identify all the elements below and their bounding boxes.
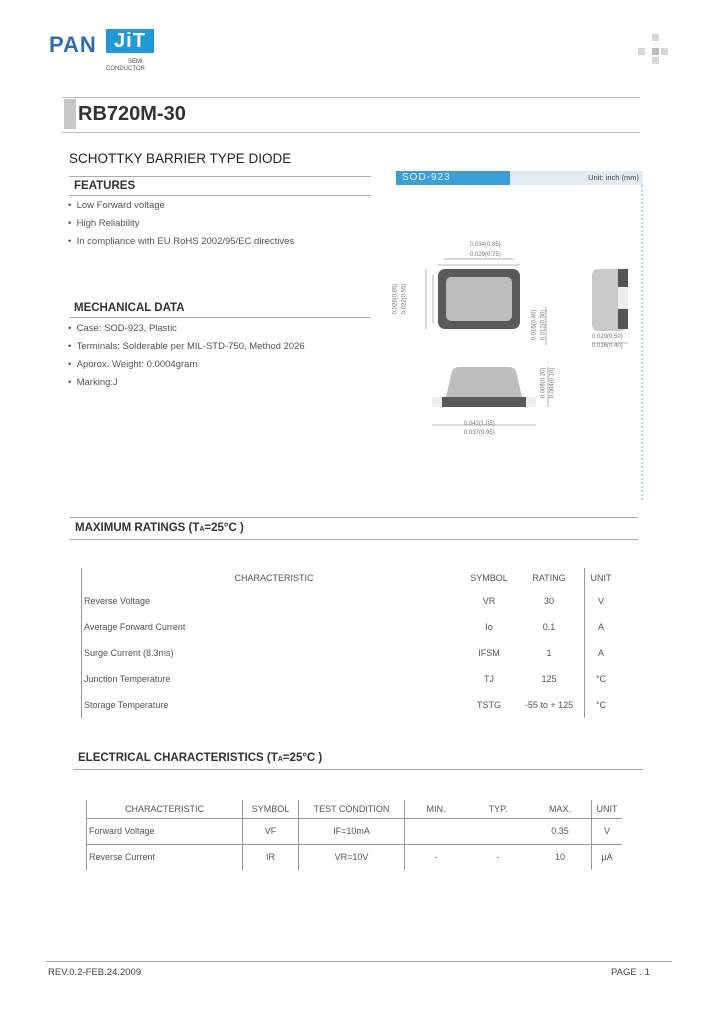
package-top-view-face (446, 277, 512, 321)
list-item: • Marking:J (68, 377, 118, 388)
device-subtitle: SCHOTTKY BARRIER TYPE DIODE (69, 151, 292, 166)
footer-rule (46, 961, 672, 962)
title-tab-marker (64, 99, 76, 129)
dim-bottom-1: 0.042(1.05) (464, 421, 495, 427)
features-heading: FEATURES (74, 180, 136, 192)
package-side-dotted-line (641, 185, 645, 500)
mechanical-list (68, 320, 368, 392)
max-ratings-bottom-rule (70, 539, 638, 540)
table-header-row (82, 568, 618, 588)
revision-text: REV.0.2-FEB.24.2009 (48, 967, 142, 978)
col-header-rating: RATING (532, 573, 566, 583)
electrical-rule (73, 769, 643, 770)
features-list (68, 197, 368, 251)
package-front-view-body (446, 367, 522, 397)
features-bottom-rule (69, 195, 371, 196)
table-row: Surge Current (8.3ms) IFSM 1 A (82, 640, 618, 666)
page-number: PAGE . 1 (611, 967, 650, 978)
table-row: Storage Temperature TSTG -55 to + 125 °C (82, 692, 618, 718)
dim-left-2: 0.022(0.55) (401, 283, 408, 315)
list-item: • High Reliability (68, 218, 140, 229)
col-header-symbol: SYMBOL (470, 573, 508, 583)
table-row: Reverse Current IR VR=10V - - 10 μA (87, 844, 623, 870)
dim-left-1: 0.026(0.65) (392, 283, 399, 315)
max-ratings-heading: MAXIMUM RATINGS (TA=25°C ) (75, 522, 244, 534)
package-name: SOD-923 (396, 171, 510, 185)
electrical-table (86, 800, 622, 870)
logo-jit-badge: JiT (106, 29, 154, 53)
list-item: • Low Forward voltage (68, 200, 165, 211)
list-item: • Aporox. Weight: 0.0004gram (68, 359, 198, 370)
dim-vert-1: 0.016(0.40) (531, 309, 538, 341)
logo-sub-conductor: CONDUCTOR (106, 66, 145, 72)
table-row: Forward Voltage VF IF=10mA 0.35 V (87, 818, 623, 844)
package-unit: Unit: inch (mm) (510, 171, 643, 185)
dim-top-2: 0.029(0.75) (470, 252, 501, 258)
logo-subtitle (106, 59, 145, 73)
col-header-characteristic: CHARACTERISTIC (82, 568, 465, 588)
part-number-title: RB720M-30 (78, 103, 186, 125)
mechanical-heading: MECHANICAL DATA (74, 302, 185, 314)
package-outline-drawing (396, 185, 641, 445)
electrical-heading: ELECTRICAL CHARACTERISTICS (TA=25°C ) (78, 752, 323, 764)
max-ratings-table (81, 568, 617, 718)
dim-right-2: 0.016(0.40) (592, 343, 623, 349)
dim-top-1: 0.034(0.85) (470, 242, 501, 248)
list-item: • Case: SOD-923, Plastic (68, 323, 177, 334)
dim-vert-2: 0.012(0.30) (540, 309, 547, 341)
features-top-rule (69, 176, 371, 177)
col-header-unit: UNIT (585, 568, 618, 588)
dim-bottom-2: 0.037(0.95) (464, 430, 495, 436)
logo-pan-text: PAN (49, 32, 97, 57)
list-item: • Terminals: Solderable per MIL-STD-750, Method 2026 (68, 341, 305, 352)
max-ratings-top-rule (70, 517, 638, 518)
table-header-row: CHARACTERISTIC SYMBOL TEST CONDITION MIN. TYP. MAX. UNIT (87, 800, 623, 818)
dim-side-1: 0.008(0.20) (540, 367, 547, 399)
corner-dots-decoration (638, 34, 668, 64)
package-header (396, 171, 643, 185)
dim-right-1: 0.020(0.50) (592, 334, 623, 340)
table-row: Junction Temperature TJ 125 °C (82, 666, 618, 692)
dim-side-2: 0.004(0.10) (549, 367, 556, 399)
table-row: Reverse Voltage VR 30 V (82, 588, 618, 614)
logo-sub-semi: SEMI (128, 59, 143, 65)
table-row: Average Forward Current Io 0.1 A (82, 614, 618, 640)
mechanical-rule (69, 317, 371, 318)
list-item: • In compliance with EU RoHS 2002/95/EC directives (68, 236, 295, 247)
